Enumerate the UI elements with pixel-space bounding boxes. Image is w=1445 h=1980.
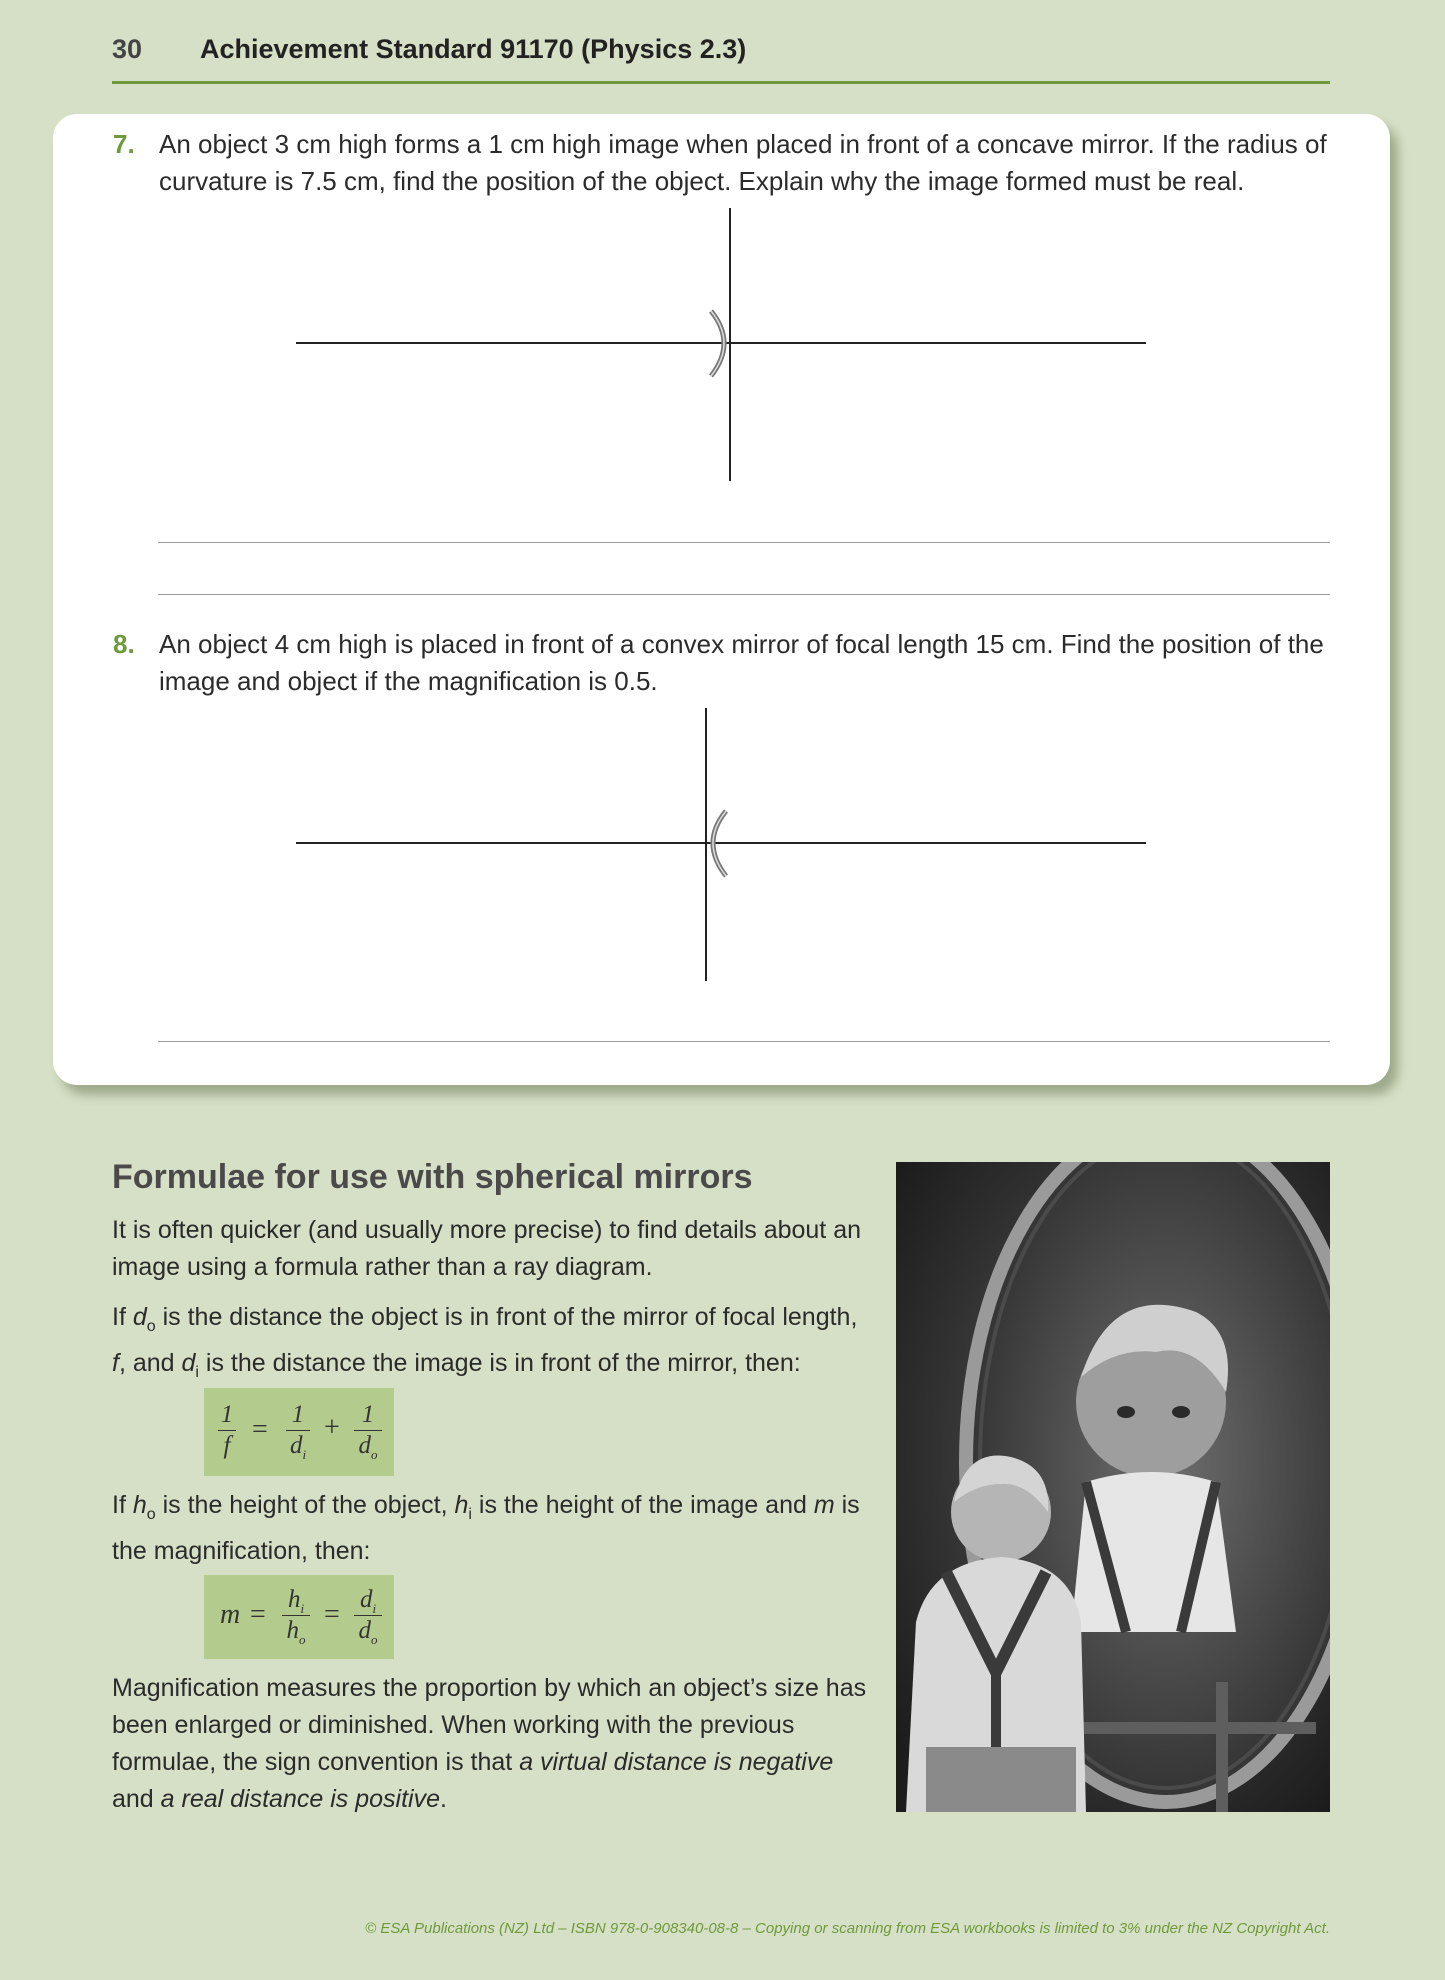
question-number: 8. bbox=[113, 629, 135, 659]
fraction-one-over-di: 1 $d_i$ bbox=[284, 1400, 312, 1461]
copyright-footer: © ESA Publications (NZ) Ltd – ISBN 978-0-908340-08-8 – Copying or scanning from ESA workbooks is limited to 3% under the NZ Copyright Act. bbox=[365, 1920, 1330, 1937]
convex-mirror-diagram bbox=[296, 708, 1146, 981]
distance-definition-paragraph: If $d_o$ is the distance the object is in front of the mirror of focal length, f, and $d_i$ is the distance the image is in front of the mirror, then: bbox=[112, 1303, 858, 1381]
concave-mirror-diagram bbox=[296, 208, 1146, 481]
equals-sign: = bbox=[324, 1599, 340, 1630]
mirror-equation bbox=[204, 1388, 394, 1476]
plus-sign: + bbox=[324, 1412, 340, 1443]
question-number: 7. bbox=[113, 129, 135, 159]
fraction-one-over-do: 1 $d_o$ bbox=[352, 1400, 384, 1461]
height-definition-paragraph: If $h_o$ is the height of the object, $h_i$ is the height of the image and m is the magnification, then: bbox=[112, 1491, 860, 1565]
question-text: An object 4 cm high is placed in front of a convex mirror of focal length 15 cm. Find the position of the image and object if the magnification is 0.5. bbox=[159, 629, 1324, 696]
mirror-diagrams bbox=[53, 114, 1390, 1085]
section-title: Formulae for use with spherical mirrors bbox=[112, 1158, 753, 1196]
intro-paragraph: It is often quicker (and usually more precise) to find details about an image using a formula rather than a ray diagram. bbox=[112, 1216, 862, 1281]
fraction-hi-over-ho: $h_i$ $h_o$ bbox=[280, 1585, 312, 1646]
question-8 bbox=[113, 626, 1363, 700]
fraction-di-over-do: $d_i$ $d_o$ bbox=[352, 1585, 384, 1646]
questions-card bbox=[53, 114, 1390, 1085]
magnification-equation bbox=[204, 1575, 394, 1659]
header-title: Achievement Standard 91170 (Physics 2.3) bbox=[200, 34, 747, 64]
answer-line[interactable] bbox=[158, 594, 1330, 595]
fraction-one-over-f: 1 f bbox=[216, 1400, 238, 1461]
answer-line[interactable] bbox=[158, 542, 1330, 543]
child-mirror-photo bbox=[896, 1162, 1330, 1812]
question-text: An object 3 cm high forms a 1 cm high image when placed in front of a concave mirror. If the radius of curvature is 7.5 cm, find the position of the object. Explain why the image formed must be real. bbox=[159, 129, 1327, 196]
equals-sign: = bbox=[250, 1599, 266, 1630]
answer-line[interactable] bbox=[158, 1041, 1330, 1042]
page-header bbox=[112, 32, 1330, 84]
page-number: 30 bbox=[112, 34, 143, 64]
magnification-paragraph: Magnification measures the proportion by which an object’s size has been enlarged or diminished. When working with the previous formulae, the sign convention is that a virtual distance is negative and a real distance is positive. bbox=[112, 1674, 867, 1813]
equals-sign: = bbox=[252, 1414, 268, 1445]
magnification-symbol: m bbox=[220, 1599, 241, 1630]
